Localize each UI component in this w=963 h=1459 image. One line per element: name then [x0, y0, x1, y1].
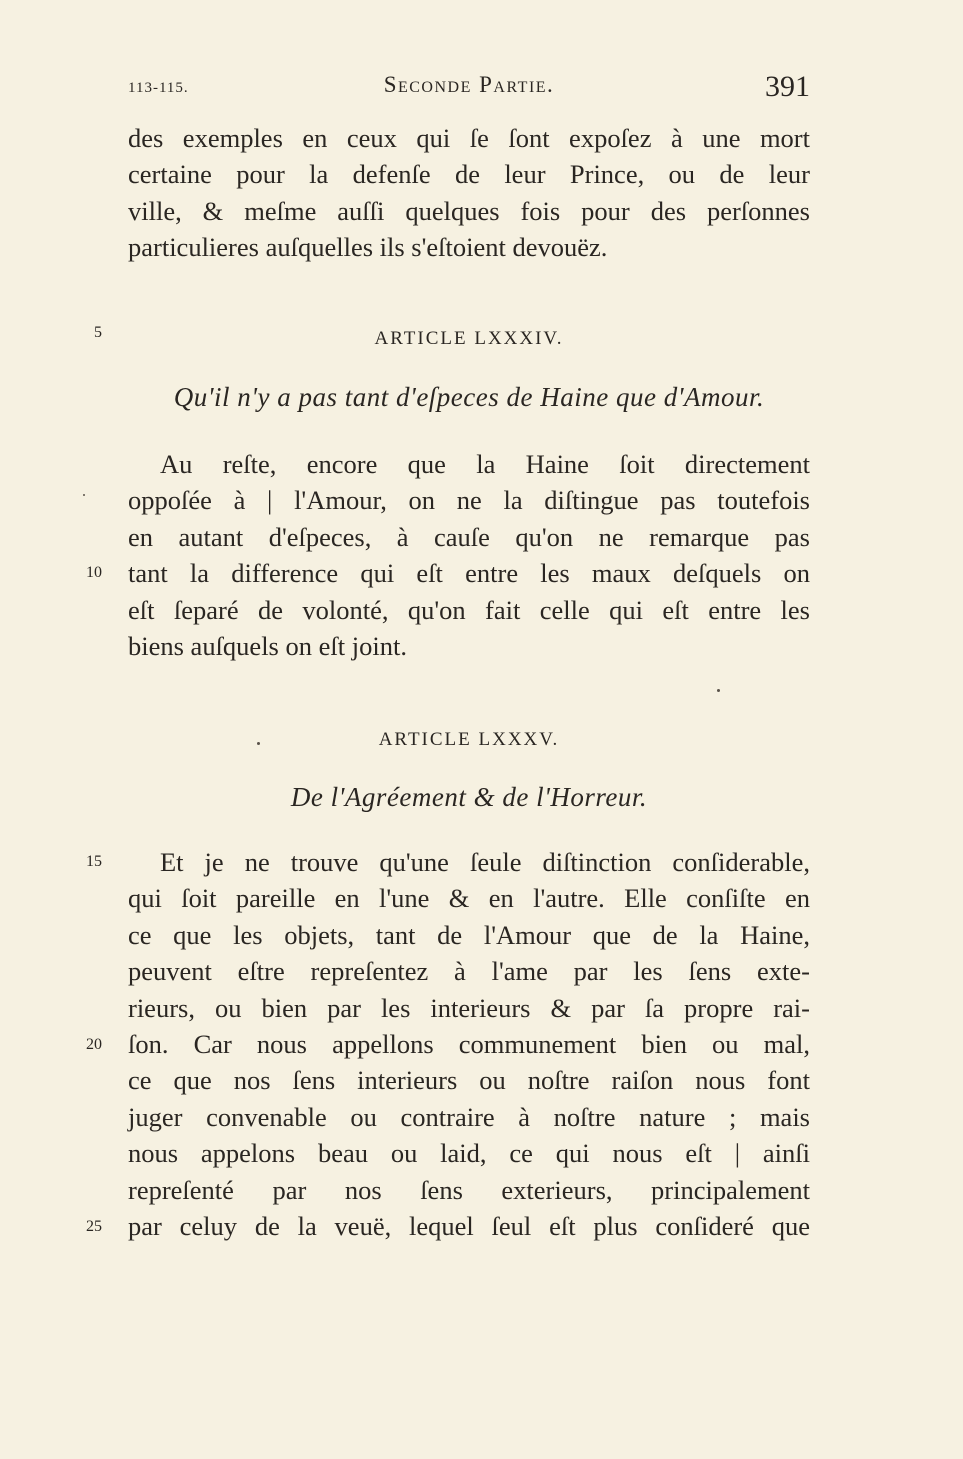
print-speck — [83, 494, 85, 496]
page-number: 391 — [765, 70, 810, 103]
line-number: 15 — [86, 853, 102, 870]
text-line: juger convenable ou contraire à noſtre nature ; mais — [128, 1101, 810, 1132]
line-number: 20 — [86, 1036, 102, 1053]
line-number: 5 — [94, 324, 102, 341]
part-title: Seconde Partie. — [383, 72, 555, 97]
text-line: peuvent eſtre repreſentez à l'ame par les ſens exte- — [128, 956, 810, 987]
print-speck — [257, 742, 260, 745]
text-line: repreſenté par nos ſens exterieurs, principalement — [128, 1174, 810, 1205]
text-line: ville, & meſme auſſi quelques fois pour des perſonnes — [128, 195, 810, 226]
article-85-title: ARTICLE LXXXV. — [378, 729, 560, 750]
text-line: certaine pour la defenſe de leur Prince, ou de leur — [128, 159, 810, 190]
text-line: Au reſte, encore que la Haine ſoit directement — [160, 449, 810, 479]
text-line: ce que nos ſens interieurs ou noſtre raiſon nous font — [128, 1065, 810, 1096]
print-speck — [717, 689, 720, 692]
text-line: particulieres auſquelles ils s'eſtoient devouëz. — [128, 232, 608, 263]
text-line: qui ſoit pareille en l'une & en l'autre. Elle conſiſte en — [128, 883, 810, 914]
running-head — [128, 70, 810, 106]
article-84-title: ARTICLE LXXXIV. — [374, 328, 564, 349]
line-number: 25 — [86, 1218, 102, 1235]
text-line: tant la difference qui eſt entre les maux deſquels on — [128, 558, 810, 589]
article-85-subtitle: De l'Agréement & de l'Horreur. — [290, 782, 648, 812]
text-line: oppoſée à | l'Amour, on ne la diſtingue pas toutefois — [128, 485, 810, 516]
text-line: Et je ne trouve qu'une ſeule diſtinction conſiderable, — [160, 847, 810, 877]
article-84-subtitle: Qu'il n'y a pas tant d'eſpeces de Haine que d'Amour. — [173, 382, 765, 412]
article-85-body — [128, 844, 810, 1244]
text-line: nous appelons beau ou laid, ce qui nous eſt | ainſi — [128, 1138, 810, 1169]
text-line: eſt ſeparé de volonté, qu'on fait celle qui eſt entre les — [128, 594, 810, 625]
text-line: en autant d'eſpeces, à cauſe qu'on ne remarque pas — [128, 521, 810, 552]
text-line: biens auſquels on eſt joint. — [128, 630, 407, 661]
text-line: des exemples en ceux qui ſe ſont expoſez à une mort — [128, 123, 810, 153]
article-84-body — [128, 446, 810, 664]
text-line: ſon. Car nous appellons communement bien ou mal, — [128, 1028, 810, 1059]
line-number: 10 — [86, 564, 102, 581]
continued-paragraph — [128, 120, 810, 266]
text-line: par celuy de la veuë, lequel ſeul eſt plus conſideré que — [128, 1210, 810, 1241]
text-line: rieurs, ou bien par les interieurs & par ſa propre rai- — [128, 992, 810, 1023]
text-line: ce que les objets, tant de l'Amour que de la Haine, — [128, 919, 810, 950]
section-range: 113-115. — [128, 80, 189, 96]
